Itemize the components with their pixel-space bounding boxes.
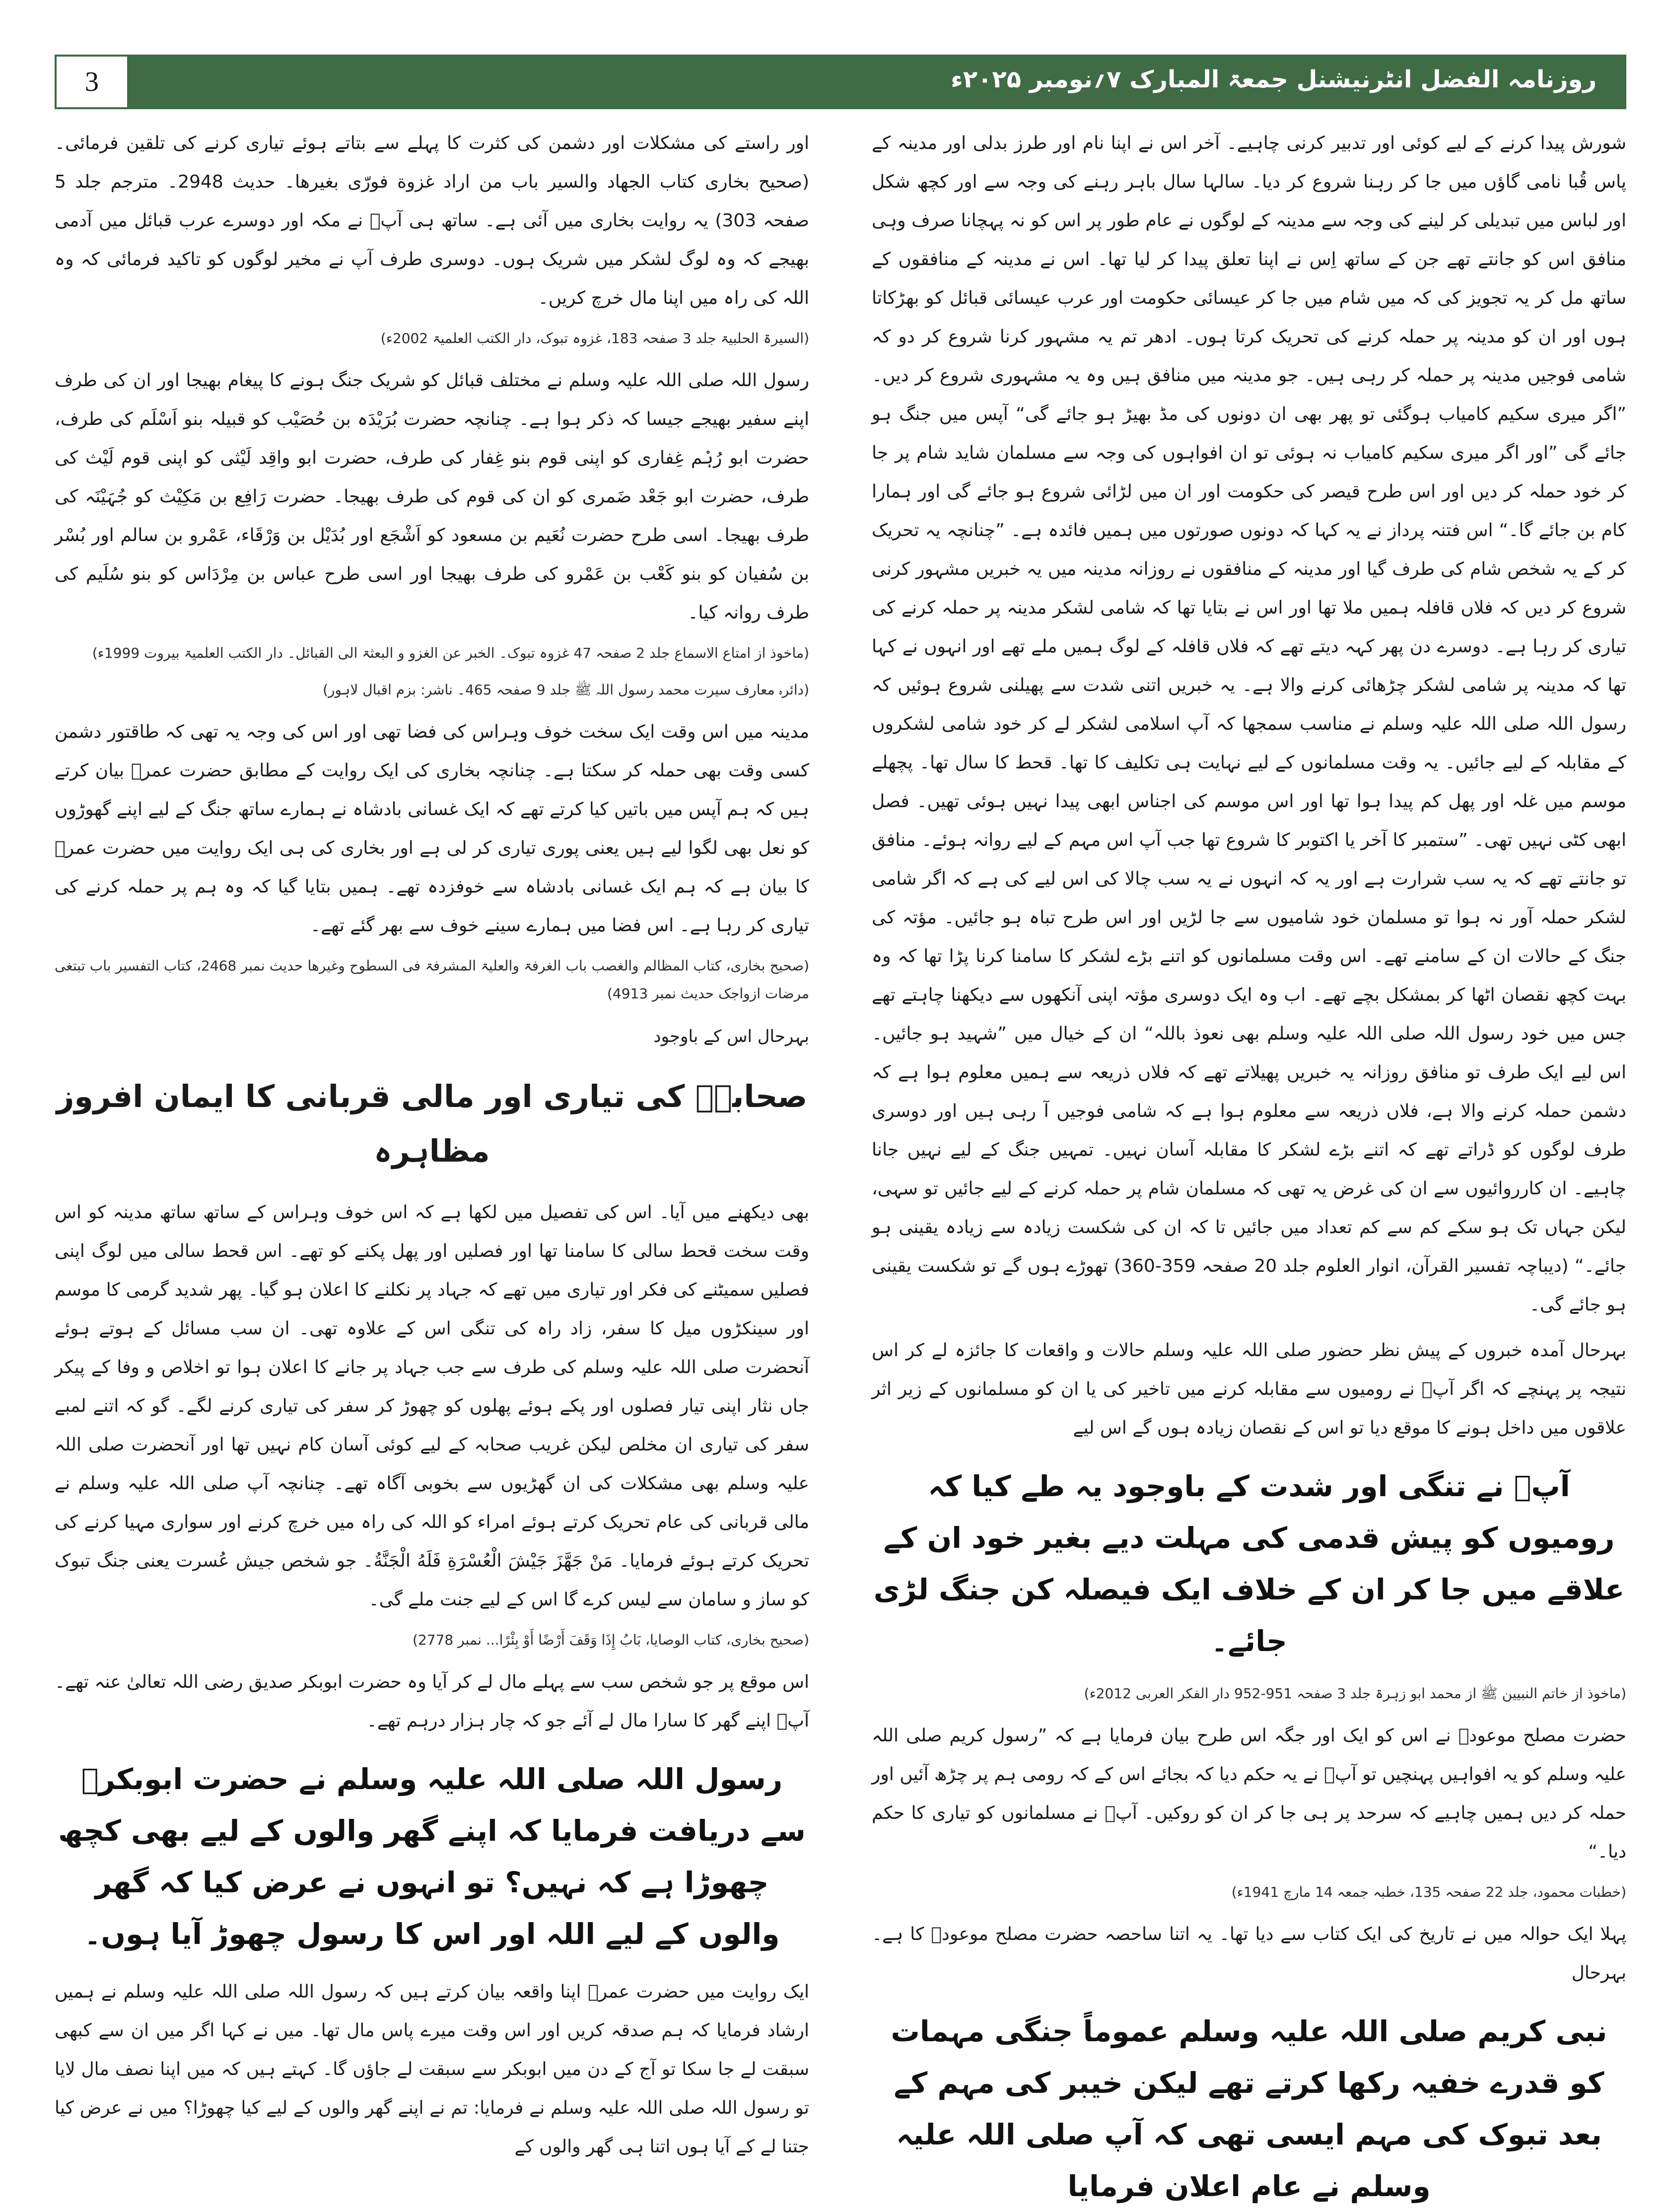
left-paragraph-3: مدینہ میں اس وقت ایک سخت خوف وہراس کی فضا تھی اور اس کی وجہ یہ تھی کہ طاقتور دشمن کسی وقت بھی حملہ کر سکتا ہے۔ چنانچہ بخاری کی ایک روایت کے مطابق حضرت عمرؓ بیان کرتے ہیں کہ ہم آپس میں باتیں کیا کرتے تھے کہ ایک غسانی بادشاہ نے ہمارے ساتھ جنگ کے لیے اپنے گھوڑوں کو نعل بھی لگوا لیے ہیں یعنی پوری تیاری کر لی ہے اور بخاری کی ہی ایک روایت میں حضرت عمرؓ کا بیان ہے کہ ہم ایک غسانی بادشاہ سے خوفزدہ تھے۔ ہمیں بتایا گیا کہ وہ ہم پر حملہ کرنے کی تیاری کر رہا ہے۔ اس فضا میں ہمارے سینے خوف سے بھر گئے تھے۔ <box>55 722 809 936</box>
pull-quote-tabuk-announcement: نبی کریم صلی اللہ علیہ وسلم عموماً جنگی مہمات کو قدرے خفیہ رکھا کرتے تھے لیکن خیبر کی مہم کے بعد تبوک کی مہم ایسی تھی کہ آپ صلی اللہ علیہ وسلم نے عام اعلان فرمایا <box>891 2014 1607 2203</box>
left-paragraph-5: اس موقع پر جو شخص سب سے پہلے مال لے کر آیا وہ حضرت ابوبکر صدیق رضی اللہ تعالیٰ عنہ تھے۔ آپؓ اپنے گھر کا سارا مال لے آئے جو کہ چار ہزار درہم تھے۔ <box>55 1672 809 1731</box>
left-column <box>55 124 810 2157</box>
left-paragraph-1: اور راستے کی مشکلات اور دشمن کی کثرت کا پہلے سے بتاتے ہوئے تیاری کرنے کی تلقین فرمائی۔ (صحیح بخاری کتاب الجهاد والسير باب من اراد غزوة فورّى بغيرها۔ حدیث 2948۔ مترجم جلد 5 صفحہ 303) یہ روایت بخاری میں آئی ہے۔ ساتھ ہی آپؐ نے مکہ اور دوسرے عرب قبائل میں آدمی بھیجے کہ وہ لوگ لشکر میں شریک ہوں۔ دوسری طرف آپ نے مخیر لوگوں کو تاکید فرمائی کہ وہ اللہ کی راہ میں اپنا مال خرچ کریں۔ <box>55 133 809 308</box>
section-heading: صحابہؓ کی تیاری اور مالی قربانی کا ایمان افروز مظاہرہ <box>56 1078 808 1169</box>
reference-bukhari-mazalim: (صحیح بخاری، کتاب المظالم والغصب باب الغرفۃ والعلیۃ المشرفۃ فی السطوح وغیرھا حدیث نمبر 2468، کتاب التفسیر باب تبتغی مرضات ازواجک حدیث نمبر 4913) <box>55 958 809 1002</box>
reference-bukhari-wasaya: (صحیح بخاری، کتاب الوصایا، بَابُ إِذَا وَقَفَ أَرْضًا أَوْ بِئْرًا... نمبر 2778) <box>413 1632 809 1648</box>
reference-khutbat-mahmood: (خطبات محمود، جلد 22 صفحہ 135، خطبہ جمعہ 14 مارچ 1941ء) <box>1231 1884 1626 1900</box>
right-paragraph-1: شورش پیدا کرنے کے لیے کوئی اور تدبیر کرنی چاہیے۔ آخر اس نے اپنا نام اور طرز بدلی اور مدینہ کے پاس قُبا نامی گاؤں میں جا کر رہنا شروع کر دیا۔ سالہا سال باہر رہنے کی وجہ سے اور کچھ شکل اور لباس میں تبدیلی کر لینے کی وجہ سے مدینہ کے لوگوں نے عام طور پر اس کو نہ پہچانا صرف وہی منافق اس کو جانتے تھے جن کے ساتھ اِس نے اپنا تعلق پیدا کر لیا تھا۔ اس نے مدینہ کے منافقوں کے ساتھ مل کر یہ تجویز کی کہ میں شام میں جا کر عیسائی حکومت اور عرب عیسائی قبائل کو بھڑکاتا ہوں اور ان کو مدینہ پر حملہ کرنے کی تحریک کرتا ہوں۔ ادھر تم یہ مشہور کرنا شروع کر دو کہ شامی فوجیں مدینہ پر حملہ کر رہی ہیں۔ جو مدینہ میں منافق ہیں وہ یہ مشہوری شروع کر دیں۔ ”اگر میری سکیم کامیاب ہوگئی تو پھر بھی ان دونوں کی مڈ بھیڑ ہو جائے گی“ آپس میں جنگ ہو جائے گی ”اور اگر میری سکیم کامیاب نہ ہوئی تو ان افواہوں کی وجہ سے مسلمان شاید شام پر جا کر خود حملہ کر دیں اور اس طرح قیصر کی حکومت اور ان میں لڑائی شروع ہو جائے گی اور ہمارا کام بن جائے گا۔“ اس فتنہ پرداز نے یہ کہا کہ دونوں صورتوں میں ہمیں فائدہ ہے۔ ”چنانچہ یہ تحریک کر کے یہ شخص شام کی طرف گیا اور مدینہ کے منافقوں نے روزانہ مدینہ میں یہ خبریں مشہور کرنی شروع کر دیں کہ فلاں قافلہ ہمیں ملا تھا اور اس نے بتایا تھا کہ شامی لشکر مدینہ پر حملہ کرنے کی تیاری کر رہا ہے۔ دوسرے دن پھر کہہ دیتے تھے کہ فلاں قافلہ کے لوگ ہمیں ملے تھے اور انہوں نے کہا تھا کہ مدینہ پر شامی لشکر چڑھائی کرنے والا ہے۔ یہ خبریں اتنی شدت سے پھیلنی شروع ہوئیں کہ رسول اللہ صلی اللہ علیہ وسلم نے مناسب سمجھا کہ آپ اسلامی لشکر لے کر خود شامی لشکروں کے مقابلہ کے لیے جائیں۔ یہ وقت مسلمانوں کے لیے نہایت ہی تکلیف کا تھا۔ قحط کا سال تھا۔ پچھلے موسم میں غلہ اور پھل کم پیدا ہوا تھا اور اس موسم کی اجناس ابھی پیدا نہیں ہوئی تھیں۔ فصل ابھی کٹی نہیں تھی۔ ”ستمبر کا آخر یا اکتوبر کا شروع تھا جب آپ اس مہم کے لیے روانہ ہوئے۔ منافق تو جانتے تھے کہ یہ سب شرارت ہے اور یہ کہ انہوں نے یہ سب چالا کی اس لیے کی ہے کہ اگر شامی لشکر حملہ آور نہ ہوا تو مسلمان خود شامیوں سے جا لڑیں اور اس طرح تباہ ہو جائیں۔ مؤتہ کی جنگ کے حالات ان کے سامنے تھے۔ اس وقت مسلمانوں کو اتنے بڑے لشکر کا سامنا کرنا پڑا تھا کہ وہ بہت کچھ نقصان اٹھا کر بمشکل بچے تھے۔ اب وہ ایک دوسری مؤتہ اپنی آنکھوں سے دیکھنا چاہتے تھے جس میں خود رسول اللہ صلی اللہ علیہ وسلم بھی نعوذ باللہ“ ان کے خیال میں ”شہید ہو جائیں۔ اس لیے ایک طرف تو منافق روزانہ یہ خبریں پھیلاتے تھے کہ فلاں ذریعہ سے ہمیں معلوم ہوا ہے کہ دشمن حملہ کرنے والا ہے، فلاں ذریعہ سے معلوم ہوا ہے کہ شامی فوجیں آ رہی ہیں اور دوسری طرف لوگوں کو ڈراتے تھے کہ اتنے بڑے لشکر کا مقابلہ آسان نہیں۔ تمہیں جنگ کے لیے نہیں جانا چاہیے۔ ان کارروائیوں سے ان کی غرض یہ تھی کہ مسلمان شام پر حملہ کرنے کے لیے جائیں تو سہی، لیکن جہاں تک ہو سکے کم سے کم تعداد میں جائیں تا کہ ان کی شکست زیادہ سے زیادہ یقینی ہو جائے۔“ (دیباچہ تفسیر القرآن، انوار العلوم جلد 20 صفحہ 359-360) تھوڑے ہوں گے تو شکست یقینی ہو جائے گی۔ <box>872 133 1626 1315</box>
left-paragraph-2: رسول اللہ صلی اللہ علیہ وسلم نے مختلف قبائل کو شریک جنگ ہونے کا پیغام بھیجا اور ان کی طرف اپنے سفیر بھیجے جیسا کہ ذکر ہوا ہے۔ چنانچہ حضرت بُرَیْدَہ بن حُصَیْب کو قبیلہ بنو اَسْلَم کی طرف، حضرت ابو رُہْم غِفاری کو اپنی قوم بنو غِفار کی طرف، حضرت ابو واقِد لَیْثی کو اپنی قوم لَیْث کی طرف، حضرت ابو جَعْد ضَمری کو ان کی قوم کی طرف بھیجا۔ حضرت رَافِع بن مَکِیْث کو جُہَیْنَہ کی طرف بھیجا۔ اسی طرح حضرت نُعَیم بن مسعود کو اَشْجَع اور بُدَیْل بن وَرْقَاء، عَمْرو بن سالم اور بُسْر بن سُفیان کو بنو کَعْب بن عَمْرو کی طرف بھیجا اور اسی طرح عباس بن مِرْدَاس کو بنو سُلَیم کی طرف روانہ کیا۔ <box>55 370 810 623</box>
masthead-bar <box>55 55 1626 109</box>
pull-quote-abu-bakr: رسول اللہ صلی اللہ علیہ وسلم نے حضرت ابوبکرؓ سے دریافت فرمایا کہ اپنے گھر والوں کے لیے بھی کچھ چھوڑا ہے کہ نہیں؟ تو انہوں نے عرض کیا کہ گھر والوں کے لیے اللہ اور اس کا رسول چھوڑ آیا ہوں۔ <box>58 1762 806 1951</box>
page-number: 3 <box>55 55 129 109</box>
left-paragraph-4: بھی دیکھنے میں آیا۔ اس کی تفصیل میں لکھا ہے کہ اس خوف وہراس کے ساتھ ساتھ مدینہ کو اس وقت سخت قحط سالی کا سامنا تھا اور فصلیں اور پھل پکنے کو تھے۔ اس قحط سالی میں لوگ اپنی فصلیں سمیٹنے کی فکر اور تیاری میں تھے کہ جہاد پر نکلنے کا اعلان ہو گیا۔ پھر شدید گرمی کا موسم اور سینکڑوں میل کا سفر، زاد راہ کی تنگی اس کے علاوہ تھی۔ ان سب مسائل کے ہوتے ہوئے آنحضرت صلی اللہ علیہ وسلم کی طرف سے جب جہاد پر جانے کا اعلان ہوا تو اخلاص و وفا کے پیکر جاں نثار اپنی تیار فصلوں اور پکے ہوئے پھلوں کو چھوڑ کر سفر کی تیاری کرنے لگے۔ گو کہ اتنے لمبے سفر کی تیاری ان مخلص لیکن غریب صحابہ کے لیے کوئی آسان کام نہیں تھا اور آنحضرت صلی اللہ علیہ وسلم بھی مشکلات کی ان گھڑیوں سے بخوبی آگاہ تھے۔ چنانچہ آپ صلی اللہ علیہ وسلم نے مالی قربانی کی عام تحریک کرتے ہوئے امراء کو اللہ کی راہ میں خرچ کرنے اور سواری مہیا کرنے کی تحریک کرتے ہوئے فرمایا۔ مَنْ جَهَّزَ جَيْشَ الْعُسْرَةِ فَلَهُ الْجَنَّةُ۔ جو شخص جیش عُسرت یعنی جنگ تبوک کو ساز و سامان سے لیس کرے گا اس کے لیے جنت ملے گی۔ <box>55 1202 809 1610</box>
masthead-title: روزنامہ الفضل انٹرنیشنل جمعۃ المبارک ۷؍نومبر ۲۰۲۵ء <box>951 66 1597 93</box>
right-paragraph-3: حضرت مصلح موعودؓ نے اس کو ایک اور جگہ اس طرح بیان فرمایا ہے کہ ”رسول کریم صلی اللہ علیہ وسلم کو یہ افواہیں پہنچیں تو آپؐ نے یہ حکم دیا کہ بجائے اس کے کہ رومی ہم پر چڑھ آئیں اور حملہ کر دیں ہمیں چاہیے کہ سرحد پر ہی جا کر ان کو روکیں۔ آپؐ نے مسلمانوں کو تیاری کا حکم دیا۔“ <box>872 1726 1626 1862</box>
right-column <box>872 124 1626 2203</box>
reference-imta-al-asma: (ماخوذ از امتاع الاسماع جلد 2 صفحہ 47 غزوہ تبوک۔ الخبر عن الغزو و البعثۃ الی القبائل۔ دار الکتب العلمیۃ بیروت 1999ء) <box>92 645 809 661</box>
pull-quote-rumi-campaign: آپؐ نے تنگی اور شدت کے باوجود یہ طے کیا کہ رومیوں کو پیش قدمی کی مہلت دیے بغیر خود ان کے علاقے میں جا کر ان کے خلاف ایک فیصلہ کن جنگ لڑی جائے۔ <box>873 1469 1625 1658</box>
reference-daira-maarif: (دائرہ معارف سیرت محمد رسول اللہ ﷺ جلد 9 صفحہ 465۔ ناشر: بزم اقبال لاہور) <box>323 682 809 698</box>
left-paragraph-6: ایک روایت میں حضرت عمرؓ اپنا واقعہ بیان کرتے ہیں کہ رسول اللہ صلی اللہ علیہ وسلم نے ہمیں ارشاد فرمایا کہ ہم صدقہ کریں اور اس وقت میرے پاس مال تھا۔ میں نے کہا اگر میں ان سے کبھی سبقت لے جا سکا تو آج کے دن میں ابوبکر سے سبقت لے جاؤں گا۔ کہتے ہیں کہ میں اپنا نصف مال لایا تو رسول اللہ صلی اللہ علیہ وسلم نے فرمایا: تم نے اپنے گھر والوں کے لیے کیا چھوڑا؟ میں نے عرض کیا جتنا لے کے آیا ہوں اتنا ہی گھر والوں کے <box>55 1982 809 2157</box>
reference-seerat-halabiyya: (السیرۃ الحلبیۃ جلد 3 صفحہ 183، غزوہ تبوک، دار الکتب العلمیۃ 2002ء) <box>380 330 809 346</box>
right-paragraph-4: پہلا ایک حوالہ میں نے تاریخ کی ایک کتاب سے دیا تھا۔ یہ اتنا ساحصہ حضرت مصلح موعودؓ کا ہے۔ بہرحال <box>872 1924 1626 1983</box>
lead-in-text: بہرحال اس کے باوجود <box>653 1027 809 1046</box>
right-paragraph-2: بہرحال آمدہ خبروں کے پیش نظر حضور صلی اللہ علیہ وسلم حالات و واقعات کا جائزہ لے کر اس نتیجہ پر پہنچے کہ اگر آپؐ نے رومیوں سے مقابلہ کرنے میں تاخیر کی یا ان کو مسلمانوں کے زیر اثر علاقوں میں داخل ہونے کا موقع دیا تو اس کے نقصان زیادہ ہوں گے اس لیے <box>872 1340 1626 1438</box>
reference-khatam-nabiyyin: (ماخوذ از خاتم النبیین ﷺ از محمد ابو زہرۃ جلد 3 صفحہ 951-952 دار الفکر العربی 2012ء) <box>1084 1685 1626 1702</box>
